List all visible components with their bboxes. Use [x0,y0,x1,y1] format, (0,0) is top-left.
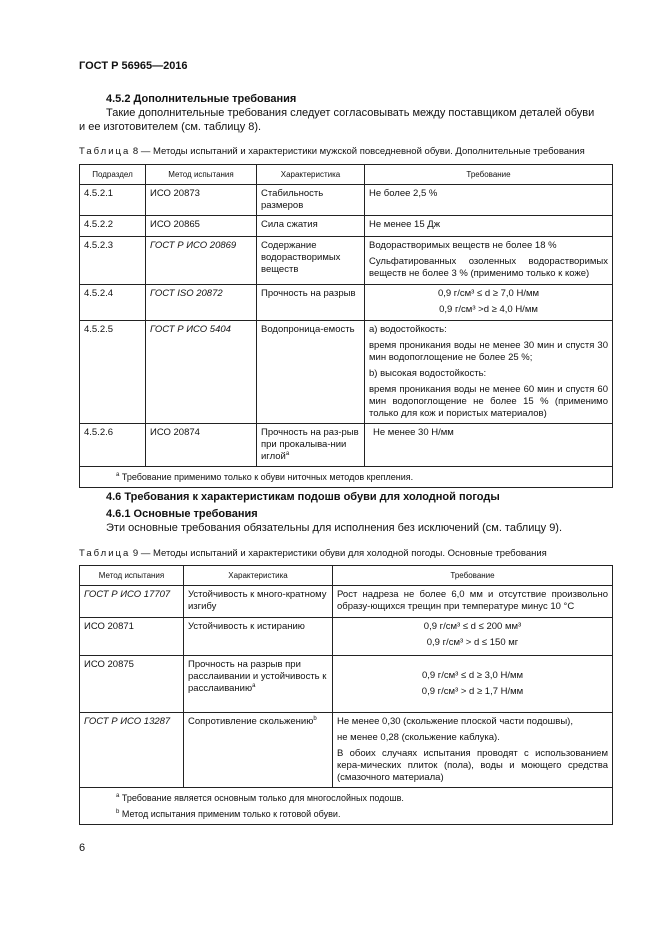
requirement-line: время проникания воды не менее 60 мин и спустя 60 мин водопоглощение не более 15 % (применимо только для кож и пористых материалов) [369,384,608,419]
requirement-line: а) водостойкость: [369,324,447,335]
table-cell-requirement [333,713,613,788]
requirement-line: b) высокая водостойкость: [369,368,487,379]
table-cell-method: ИСО 20875 [80,656,184,713]
table-9-footnote-a [116,792,608,804]
table-cell-section: 4.5.2.6 [80,424,146,467]
table-cell-requirement [365,285,613,321]
table-cell-section: 4.5.2.5 [80,321,146,424]
table-cell-characteristic: Устойчивость к много-кратному изгибу [184,586,333,618]
table-cell-characteristic: Содержание водорастворимых веществ [257,237,365,285]
table-cell-requirement: Не более 2,5 % [365,185,613,216]
requirement-line: Водорастворимых веществ не более 18 % [369,240,557,251]
requirement-line: 0,9 г/см³ ≤ d ≤ 200 мм³ [423,621,522,632]
footnote-mark: a [116,472,120,478]
table-9-caption-text: 9 — Методы испытаний и характеристики обуви для холодной погоды. Основные требования [132,548,547,559]
section-4-6-1-title: 4.6.1 Основные требования [106,508,258,520]
footnote-text: Требование применимо только к обуви ниточных методов крепления. [121,472,414,482]
table-9-header-requirement: Требование [333,566,613,586]
footnote-mark: b [116,809,120,815]
table-cell-section: 4.5.2.4 [80,285,146,321]
table-cell-method: ГОСТ Р ИСО 17707 [80,586,184,618]
table-cell-requirement [333,656,613,713]
table-row [80,618,613,656]
table-row [80,285,613,321]
table-row [80,424,613,467]
table-cell-method: ИСО 20871 [80,618,184,656]
table-8-caption-label: Таблица [79,146,131,157]
footnote-mark: b [313,715,317,722]
requirement-line: Сульфатированных озоленных водорастворимых веществ не более 3 % (применимо только к коже) [369,256,608,279]
requirement-line: В обоих случаях испытания проводят с использованием кера-мических плиток (пола), воды и моющего средства (смазочного материала) [337,748,608,783]
table-row [80,185,613,216]
table-8-caption-text: 8 — Методы испытаний и характеристики мужской повседневной обуви. Дополнительные требования [132,146,585,157]
table-cell-section: 4.5.2.2 [80,216,146,237]
table-9-header-row [80,566,613,586]
table-cell-method: ИСО 20874 [146,424,257,467]
table-cell-method: ГОСТ Р ИСО 13287 [80,713,184,788]
table-row [80,216,613,237]
table-cell-characteristic: Стабильность размеров [257,185,365,216]
table-9-footnote-row [80,788,613,825]
table-8-header-section: Подраздел [80,165,146,185]
table-cell-requirement [365,237,613,285]
table-8-footnote [80,467,613,488]
requirement-line: 0,9 г/см³ ≤ d ≥ 7,0 Н/мм [437,288,540,299]
characteristic-text: Прочность на раз-рыв при прокалыва-нии иглой [261,427,359,462]
table-8 [79,164,613,488]
table-9 [79,565,613,825]
characteristic-text: Сопротивление скольжению [188,716,314,727]
table-cell-requirement [333,618,613,656]
section-4-5-2-text: Такие дополнительные требования следует согласовывать между поставщиком деталей обуви и ее изготовителем (см. таблицу 8). [79,107,595,133]
table-9-header-method: Метод испытания [80,566,184,586]
footnote-text: Требование является основным только для многослойных подошв. [121,793,404,803]
table-9-footnote-b [116,804,608,820]
requirement-line: не менее 0,28 (скольжение каблука). [337,732,500,743]
table-8-header-characteristic: Характеристика [257,165,365,185]
table-cell-characteristic [184,713,333,788]
table-9-caption [79,548,547,559]
table-cell-requirement: Не менее 30 Н/мм [365,424,613,467]
table-9-caption-label: Таблица [79,548,131,559]
table-8-header-row [80,165,613,185]
table-cell-characteristic [257,424,365,467]
table-cell-method: ГОСТ Р ИСО 20869 [146,237,257,285]
requirement-line: 0,9 г/см³ > d ≤ 150 мг [426,637,519,648]
requirement-line: 0,9 г/см³ ≤ d ≥ 3,0 Н/мм [421,670,524,681]
table-cell-characteristic [184,656,333,713]
table-cell-requirement: Рост надреза не более 6,0 мм и отсутствие произвольно образу-ющихся трещин при температуре минус 10 °С [333,586,613,618]
table-cell-characteristic: Прочность на разрыв [257,285,365,321]
table-cell-method: ГОСТ Р ИСО 5404 [146,321,257,424]
table-cell-requirement [365,321,613,424]
table-row [80,586,613,618]
table-row [80,713,613,788]
table-cell-method: ИСО 20873 [146,185,257,216]
table-row [80,321,613,424]
document-header: ГОСТ Р 56965—2016 [79,60,188,72]
page-number: 6 [79,842,86,854]
requirement-line: 0,9 г/см³ >d ≥ 4,0 Н/мм [439,304,538,315]
table-9-header-characteristic: Характеристика [184,566,333,586]
table-cell-section: 4.5.2.1 [80,185,146,216]
section-4-6-1-text: Эти основные требования обязательны для исполнения без исключений (см. таблицу 9). [106,522,563,534]
requirement-line: время проникания воды не менее 30 мин и спустя 30 мин водопоглощение не более 25 %; [369,340,608,363]
table-row [80,656,613,713]
table-cell-requirement: Не менее 15 Дж [365,216,613,237]
footnote-text: Метод испытания применим только к готовой обуви. [121,809,341,819]
table-cell-characteristic: Устойчивость к истиранию [184,618,333,656]
footnote-mark: a [116,793,120,799]
footnote-mark: a [252,682,256,689]
table-cell-characteristic: Водопроница-емость [257,321,365,424]
footnote-mark: a [285,450,290,457]
requirement-line: 0,9 г/см³ > d ≥ 1,7 Н/мм [421,686,524,697]
table-row [80,237,613,285]
table-8-caption [79,146,585,157]
table-8-header-method: Метод испытания [146,165,257,185]
section-4-5-2-title: 4.5.2 Дополнительные требования [106,93,297,105]
table-cell-method: ГОСТ ISO 20872 [146,285,257,321]
table-cell-method: ИСО 20865 [146,216,257,237]
table-8-footnote-row [80,467,613,488]
table-8-header-requirement: Требование [365,165,613,185]
section-4-6-title: 4.6 Требования к характеристикам подошв обуви для холодной погоды [106,491,500,503]
table-cell-characteristic: Сила сжатия [257,216,365,237]
table-cell-section: 4.5.2.3 [80,237,146,285]
table-9-footnotes [80,788,613,825]
characteristic-text: Прочность на разрыв при расслаивании и устойчивость к расслаиванию [188,659,327,694]
requirement-line: Не менее 0,30 (скольжение плоской части подошвы), [337,716,573,727]
